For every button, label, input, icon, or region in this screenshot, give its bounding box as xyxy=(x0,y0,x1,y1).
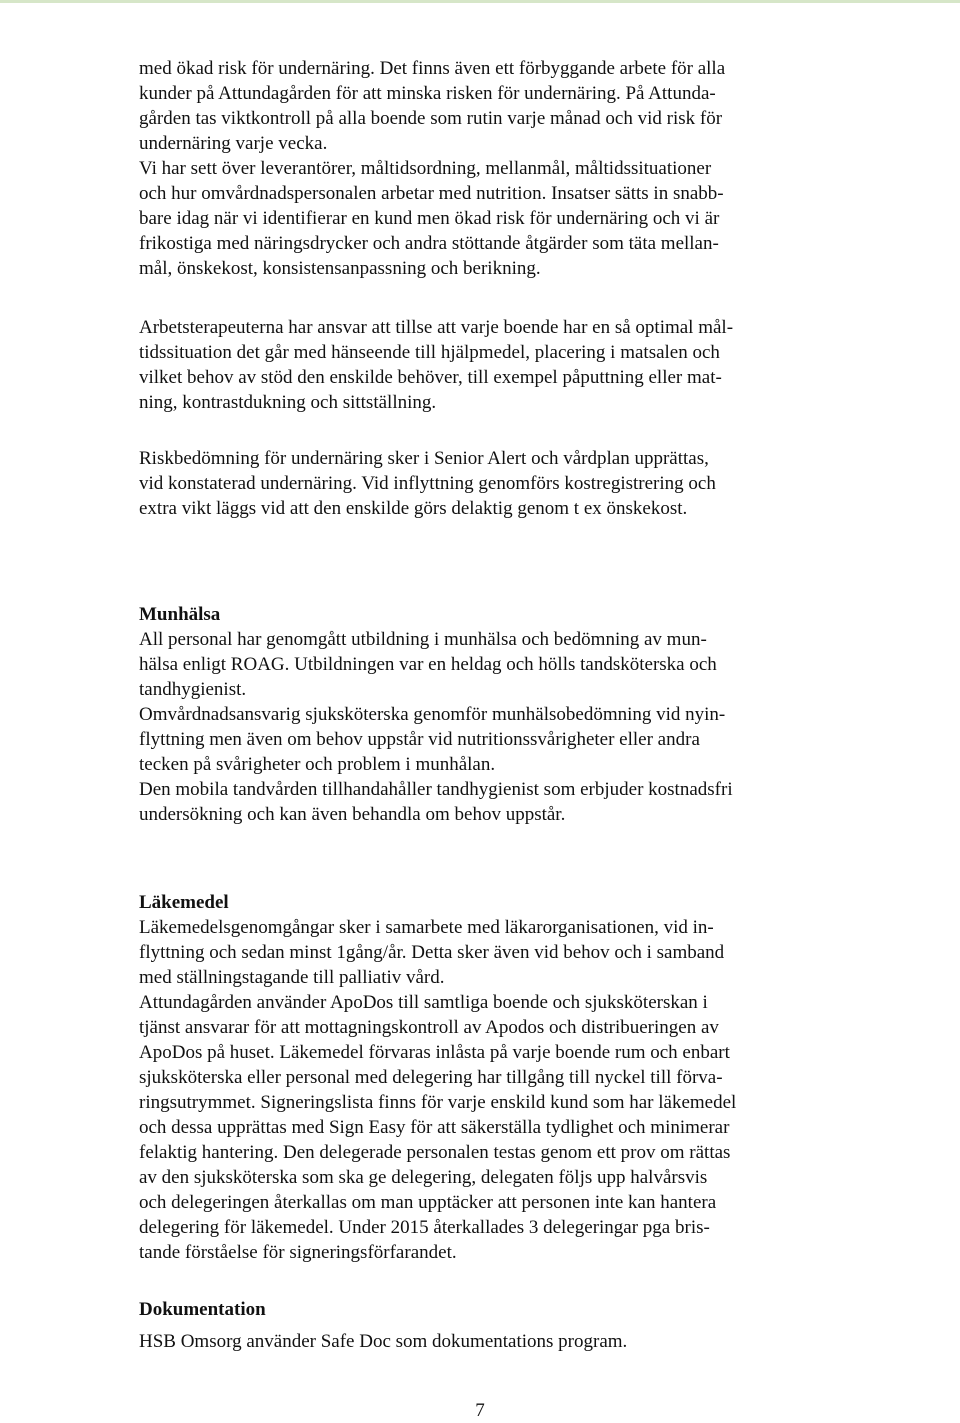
text-line: ringsutrymmet. Signeringslista finns för varje enskild kund som har läkemedel xyxy=(139,1092,737,1113)
text-line: undernäring varje vecka. xyxy=(139,133,328,154)
text-line: vilket behov av stöd den enskilde behöver, till exempel påputtning eller mat- xyxy=(139,367,722,388)
text-line: sjuksköterska eller personal med delegering har tillgång till nyckel till förva- xyxy=(139,1067,723,1088)
text-line: extra vikt läggs vid att den enskilde görs delaktig genom t ex önskekost. xyxy=(139,498,688,519)
text-line: kunder på Attundagården för att minska risken för undernäring. På Attunda- xyxy=(139,83,716,104)
text-line: hälsa enligt ROAG. Utbildningen var en heldag och hölls tandsköterska och xyxy=(139,654,717,675)
text-line: och delegeringen återkallas om man upptäcker att personen inte kan hantera xyxy=(139,1192,717,1213)
text-line: delegering för läkemedel. Under 2015 återkallades 3 delegeringar pga bris- xyxy=(139,1217,710,1238)
text-line: Attundagården använder ApoDos till samtliga boende och sjuksköterskan i xyxy=(139,992,708,1013)
text-line: tjänst ansvarar för att mottagningskontroll av Apodos och distribueringen av xyxy=(139,1017,719,1038)
text-line: med ökad risk för undernäring. Det finns även ett förbyggande arbete för alla xyxy=(139,58,726,79)
page-number: 7 xyxy=(475,1400,485,1421)
text-line: ning, kontrastdukning och sittställning. xyxy=(139,392,437,413)
text-line: Riskbedömning för undernäring sker i Senior Alert och vårdplan upprättas, xyxy=(139,448,709,469)
page-top-accent-line xyxy=(0,0,960,3)
text-line: av den sjuksköterska som ska ge delegering, delegaten följs upp halvårsvis xyxy=(139,1167,708,1188)
text-line: Arbetsterapeuterna har ansvar att tillse att varje boende har en så optimal mål- xyxy=(139,317,734,338)
text-line: bare idag när vi identifierar en kund men ökad risk för undernäring och vi är xyxy=(139,208,720,229)
text-line: Den mobila tandvården tillhandahåller tandhygienist som erbjuder kostnadsfri xyxy=(139,779,733,800)
text-line: tande förståelse för signeringsförfarandet. xyxy=(139,1242,457,1263)
text-line: och hur omvårdnadspersonalen arbetar med nutrition. Insatser sätts in snabb- xyxy=(139,183,724,204)
text-line: Läkemedelsgenomgångar sker i samarbete med läkarorganisationen, vid in- xyxy=(139,917,714,938)
text-line: ApoDos på huset. Läkemedel förvaras inlåsta på varje boende rum och enbart xyxy=(139,1042,730,1063)
text-line: flyttning och sedan minst 1gång/år. Detta sker även vid behov och i samband xyxy=(139,942,725,963)
text-line: flyttning men även om behov uppstår vid nutritionssvårigheter eller andra xyxy=(139,729,700,750)
section-heading-dokumentation: Dokumentation xyxy=(139,1299,266,1320)
text-line: felaktig hantering. Den delegerade personalen testas genom ett prov om rättas xyxy=(139,1142,731,1163)
text-line: tandhygienist. xyxy=(139,679,247,700)
text-line: Omvårdnadsansvarig sjuksköterska genomför munhälsobedömning vid nyin- xyxy=(139,704,726,725)
text-line: All personal har genomgått utbildning i munhälsa och bedömning av mun- xyxy=(139,629,707,650)
text-line: tecken på svårigheter och problem i munhålan. xyxy=(139,754,496,775)
text-line: tidssituation det går med hänseende till hjälpmedel, placering i matsalen och xyxy=(139,342,720,363)
section-heading-munhalsa: Munhälsa xyxy=(139,604,221,625)
section-heading-lakemedel: Läkemedel xyxy=(139,892,229,913)
text-line: undersökning och kan även behandla om behov uppstår. xyxy=(139,804,566,825)
text-line: och dessa upprättas med Sign Easy för att säkerställa tydlighet och minimerar xyxy=(139,1117,730,1138)
text-line: frikostiga med näringsdrycker och andra stöttande åtgärder som täta mellan- xyxy=(139,233,719,254)
text-line: med ställningstagande till palliativ vård. xyxy=(139,967,445,988)
text-line: HSB Omsorg använder Safe Doc som dokumentations program. xyxy=(139,1331,628,1352)
text-line: mål, önskekost, konsistensanpassning och berikning. xyxy=(139,258,541,279)
text-line: gården tas viktkontroll på alla boende som rutin varje månad och vid risk för xyxy=(139,108,723,129)
text-line: Vi har sett över leverantörer, måltidsordning, mellanmål, måltidssituationer xyxy=(139,158,712,179)
text-line: vid konstaterad undernäring. Vid inflyttning genomförs kostregistrering och xyxy=(139,473,716,494)
